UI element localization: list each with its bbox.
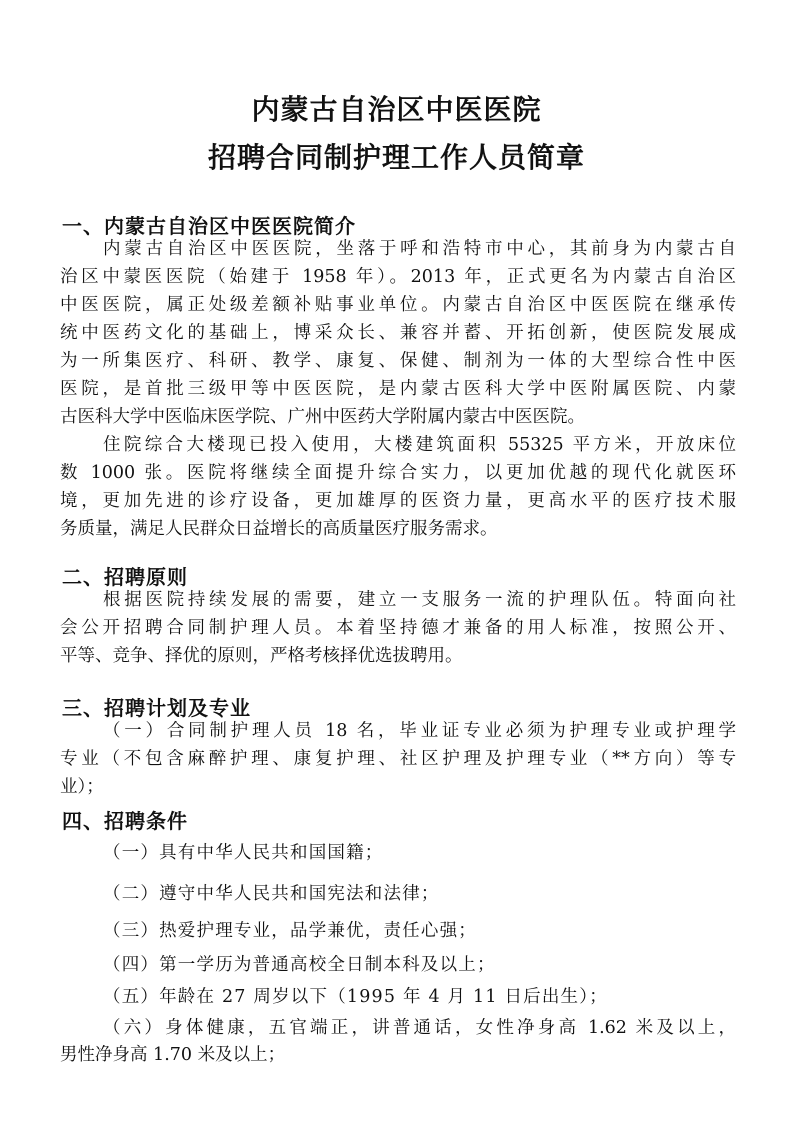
paragraph-line: 中医医院，属正处级差额补贴事业单位。内蒙古自治区中医医院在继承传 [60, 295, 736, 315]
paragraph-line: 会公开招聘合同制护理人员。本着坚持德才兼备的用人标准，按照公开、 [60, 618, 736, 638]
paragraph-line: 专业（不包含麻醉护理、康复护理、社区护理及护理专业（**方向）等专 [60, 749, 736, 769]
paragraph-line: 根据医院持续发展的需要，建立一支服务一流的护理队伍。特面向社 [103, 590, 736, 610]
paragraph-line: 住院综合大楼现已投入使用，大楼建筑面积 55325 平方米，开放床位 [103, 435, 736, 455]
paragraph-line: 业）； [60, 777, 104, 797]
paragraph-line: （一）合同制护理人员 18 名，毕业证专业必须为护理专业或护理学 [103, 721, 736, 741]
condition-item: 男性净身高 1.70 米及以上； [60, 1045, 286, 1065]
paragraph-line: 境，更加先进的诊疗设备，更加雄厚的医资力量，更高水平的医疗技术服 [60, 491, 736, 511]
document-title-line2: 招聘合同制护理工作人员简章 [207, 141, 585, 174]
paragraph-line: 治区中蒙医医院（始建于 1958 年）。2013 年，正式更名为内蒙古自治区 [60, 267, 736, 287]
paragraph-line: 务质量，满足人民群众日益增长的高质量医疗服务需求。 [60, 519, 498, 539]
condition-item: （二）遵守中华人民共和国宪法和法律； [103, 884, 440, 904]
paragraph-line: 统中医药文化的基础上，博采众长、兼容并蓄、开拓创新，使医院发展成 [60, 323, 736, 343]
section-heading-conditions: 四、招聘条件 [62, 809, 188, 833]
paragraph-line: 数 1000 张。医院将继续全面提升综合实力，以更加优越的现代化就医环 [60, 463, 736, 483]
section-heading-principles: 二、招聘原则 [62, 565, 188, 589]
paragraph-line: 平等、竞争、择优的原则，严格考核择优选拔聘用。 [60, 646, 463, 666]
condition-item: （五）年龄在 27 周岁以下（1995 年 4 月 11 日后出生）； [103, 987, 608, 1007]
condition-item: （六）身体健康，五官端正，讲普通话，女性净身高 1.62 米及以上， [103, 1018, 736, 1038]
condition-item: （一）具有中华人民共和国国籍； [103, 843, 384, 863]
paragraph-line: 内蒙古自治区中医医院，坐落于呼和浩特市中心，其前身为内蒙古自 [103, 239, 736, 259]
paragraph-line: 为一所集医疗、科研、教学、康复、保健、制剂为一体的大型综合性中医 [60, 351, 736, 371]
condition-item: （四）第一学历为普通高校全日制本科及以上； [103, 955, 496, 975]
condition-item: （三）热爱护理专业，品学兼优，责任心强； [103, 921, 477, 941]
document-title-line1: 内蒙古自治区中医医院 [251, 93, 542, 126]
paragraph-line: 古医科大学中医临床医学院、广州中医药大学附属内蒙古中医医院。 [60, 407, 585, 427]
paragraph-line: 医院，是首批三级甲等中医医院，是内蒙古医科大学中医附属医院、内蒙 [60, 379, 736, 399]
section-heading-intro: 一、内蒙古自治区中医医院简介 [62, 214, 356, 238]
section-heading-plan: 三、招聘计划及专业 [62, 696, 251, 720]
